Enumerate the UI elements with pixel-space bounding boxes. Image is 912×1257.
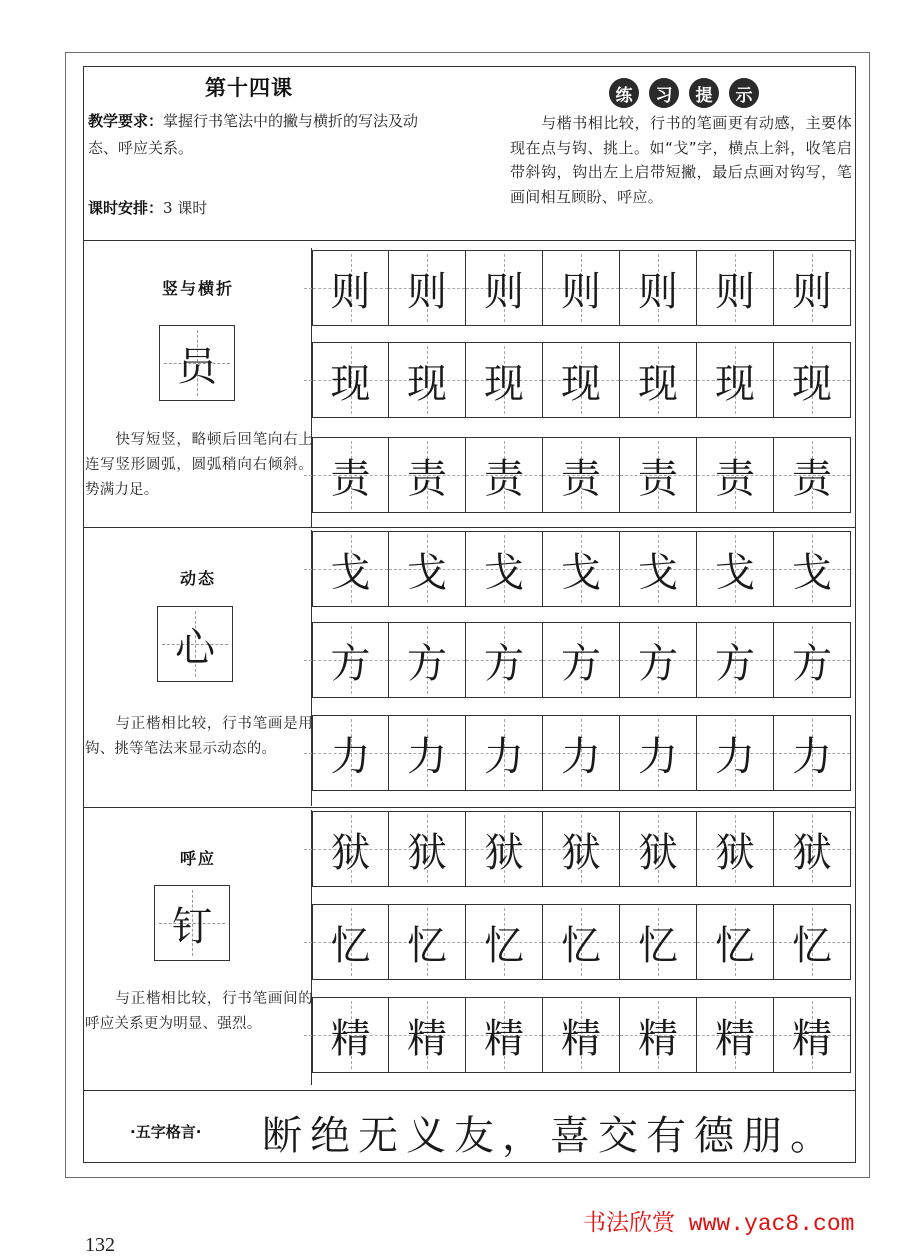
practice-character: 则 <box>715 268 755 315</box>
practice-cell <box>543 715 620 791</box>
practice-grid-row <box>312 531 851 607</box>
practice-cell <box>697 531 774 607</box>
schedule-label: 课时安排： <box>88 199 164 217</box>
practice-character: 力 <box>484 733 524 780</box>
section-description: 与正楷相比较，行书笔画间的呼应关系更为明显、强烈。 <box>85 991 313 1032</box>
divider <box>83 807 856 808</box>
practice-cell <box>697 715 774 791</box>
practice-character: 方 <box>715 640 755 687</box>
practice-character: 责 <box>561 455 601 502</box>
practice-cell <box>312 531 389 607</box>
practice-grid-row <box>312 997 851 1073</box>
practice-character: 现 <box>561 360 601 407</box>
practice-cell <box>697 250 774 326</box>
practice-cell <box>466 250 543 326</box>
practice-grid-row <box>312 904 851 980</box>
practice-character: 忆 <box>638 922 678 969</box>
practice-character: 方 <box>484 640 524 687</box>
practice-cell <box>543 342 620 418</box>
practice-cell <box>774 811 851 887</box>
practice-character: 方 <box>792 640 832 687</box>
practice-character: 戈 <box>561 549 601 596</box>
practice-cell <box>697 904 774 980</box>
practice-cell <box>620 811 697 887</box>
practice-grid-row <box>312 715 851 791</box>
practice-grid-row <box>312 622 851 698</box>
practice-character: 戈 <box>407 549 447 596</box>
practice-character: 戈 <box>484 549 524 596</box>
practice-character: 方 <box>330 640 371 687</box>
example-character: 心 <box>175 624 215 671</box>
practice-cell <box>543 997 620 1073</box>
practice-character: 责 <box>715 455 755 502</box>
practice-cell <box>774 715 851 791</box>
practice-character: 力 <box>792 733 832 780</box>
practice-character: 则 <box>561 268 601 315</box>
divider <box>83 1090 856 1091</box>
practice-character: 狱 <box>792 829 832 876</box>
practice-cell <box>543 811 620 887</box>
practice-cell <box>466 997 543 1073</box>
practice-cell <box>389 342 466 418</box>
practice-character: 方 <box>407 640 447 687</box>
practice-character: 则 <box>330 268 371 315</box>
practice-character: 精 <box>638 1015 678 1062</box>
practice-cell <box>466 342 543 418</box>
class-schedule <box>88 197 207 218</box>
practice-cell <box>543 622 620 698</box>
practice-cell <box>620 437 697 513</box>
divider <box>83 527 856 528</box>
practice-character: 现 <box>407 360 447 407</box>
practice-cell <box>466 904 543 980</box>
practice-cell <box>620 531 697 607</box>
practice-character: 戈 <box>792 549 832 596</box>
practice-tips-heading <box>609 78 759 108</box>
divider <box>83 240 856 241</box>
practice-character: 现 <box>484 360 524 407</box>
section-description: 快写短竖，略顿后回笔向右上连写竖形圆弧，圆弧稍向右倾斜。势满力足。 <box>85 432 313 498</box>
practice-cell <box>774 342 851 418</box>
practice-cell <box>312 811 389 887</box>
practice-cell <box>620 250 697 326</box>
practice-grid-row <box>312 342 851 418</box>
practice-character: 精 <box>484 1015 524 1062</box>
practice-character: 责 <box>792 455 832 502</box>
schedule-text: 3 课时 <box>163 199 208 217</box>
practice-cell <box>466 715 543 791</box>
practice-cell <box>697 342 774 418</box>
practice-character: 则 <box>407 268 447 315</box>
practice-cell <box>543 437 620 513</box>
practice-character: 忆 <box>330 922 371 969</box>
practice-cell <box>312 437 389 513</box>
practice-character: 狱 <box>715 829 755 876</box>
practice-cell <box>620 622 697 698</box>
practice-cell <box>697 437 774 513</box>
practice-cell <box>389 715 466 791</box>
practice-character: 狱 <box>561 829 601 876</box>
practice-character: 戈 <box>330 549 371 596</box>
practice-cell <box>389 250 466 326</box>
lesson-title: 第十四课 <box>205 76 293 100</box>
practice-character: 狱 <box>484 829 524 876</box>
practice-cell <box>774 997 851 1073</box>
example-character: 钉 <box>172 903 212 950</box>
practice-cell <box>620 342 697 418</box>
practice-character: 狱 <box>638 829 678 876</box>
practice-tips-text: 与楷书相比较，行书的笔画更有动感，主要体现在点与钩、挑上。如“戈”字，横点上斜，收笔启带斜钩，钩出左上启带短撇，最后点画对钩写，笔画间相互顾盼、呼应。 <box>510 114 852 206</box>
example-character-box <box>159 325 235 401</box>
practice-character: 忆 <box>407 922 447 969</box>
practice-character: 则 <box>638 268 678 315</box>
practice-cell <box>389 904 466 980</box>
proverb-text: 断绝无义友，喜交有德朋。 <box>262 1113 838 1159</box>
practice-cell <box>620 904 697 980</box>
requirement-text: 掌握行书笔法中的撇与横折的写法及动态、呼应关系。 <box>88 112 419 157</box>
practice-cell <box>312 622 389 698</box>
practice-character: 现 <box>330 360 371 407</box>
page-number: 132 <box>85 1234 115 1256</box>
practice-cell <box>466 437 543 513</box>
practice-cell <box>543 531 620 607</box>
practice-cell <box>774 437 851 513</box>
practice-cell <box>389 622 466 698</box>
practice-cell <box>774 904 851 980</box>
practice-character: 则 <box>484 268 524 315</box>
example-character-box <box>157 606 233 682</box>
practice-character: 现 <box>715 360 755 407</box>
practice-character: 力 <box>407 733 447 780</box>
practice-character: 现 <box>638 360 678 407</box>
practice-cell <box>312 904 389 980</box>
practice-cell <box>389 437 466 513</box>
proverb-label: ·五字格言· <box>130 1123 202 1141</box>
practice-cell <box>466 622 543 698</box>
practice-character: 力 <box>330 733 371 780</box>
practice-cell <box>466 531 543 607</box>
practice-cell <box>312 715 389 791</box>
practice-cell <box>389 997 466 1073</box>
practice-character: 方 <box>638 640 678 687</box>
practice-cell <box>697 997 774 1073</box>
practice-character: 则 <box>792 268 832 315</box>
practice-cell <box>697 811 774 887</box>
practice-character: 戈 <box>715 549 755 596</box>
practice-character: 精 <box>792 1015 832 1062</box>
practice-character: 狱 <box>330 829 371 876</box>
practice-cell <box>312 997 389 1073</box>
tips-badge: 习 <box>649 78 679 108</box>
practice-character: 忆 <box>715 922 755 969</box>
practice-cell <box>312 342 389 418</box>
practice-character: 现 <box>792 360 832 407</box>
practice-character: 忆 <box>561 922 601 969</box>
practice-character: 忆 <box>792 922 832 969</box>
practice-character: 力 <box>561 733 601 780</box>
teaching-requirement <box>88 108 438 162</box>
practice-cell <box>389 531 466 607</box>
practice-character: 责 <box>330 455 371 502</box>
practice-cell <box>466 811 543 887</box>
section-description: 与正楷相比较，行书笔画是用钩、挑等笔法来显示动态的。 <box>85 716 313 757</box>
practice-cell <box>389 811 466 887</box>
tips-badge: 练 <box>609 78 639 108</box>
practice-character: 责 <box>638 455 678 502</box>
practice-character: 力 <box>715 733 755 780</box>
practice-cell <box>620 715 697 791</box>
practice-character: 方 <box>561 640 601 687</box>
practice-cell <box>312 250 389 326</box>
practice-cell <box>774 622 851 698</box>
practice-grid-row <box>312 250 851 326</box>
practice-cell <box>774 250 851 326</box>
practice-character: 狱 <box>407 829 447 876</box>
practice-character: 精 <box>407 1015 447 1062</box>
practice-character: 责 <box>407 455 447 502</box>
practice-grid-row <box>312 437 851 513</box>
tips-badge: 提 <box>689 78 719 108</box>
practice-character: 忆 <box>484 922 524 969</box>
practice-character: 精 <box>330 1015 371 1062</box>
practice-cell <box>774 531 851 607</box>
practice-character: 精 <box>715 1015 755 1062</box>
section-title: 呼应 <box>179 849 216 868</box>
practice-cell <box>543 904 620 980</box>
practice-character: 戈 <box>638 549 678 596</box>
practice-cell <box>697 622 774 698</box>
practice-character: 精 <box>561 1015 601 1062</box>
practice-character: 力 <box>638 733 678 780</box>
practice-grid-row <box>312 811 851 887</box>
practice-cell <box>543 250 620 326</box>
practice-character: 责 <box>484 455 524 502</box>
example-character-box <box>154 885 230 961</box>
watermark-link[interactable]: 书法欣赏 www.yac8.com <box>583 1211 855 1237</box>
requirement-label: 教学要求： <box>88 112 164 130</box>
section-title: 竖与横折 <box>161 279 234 298</box>
practice-cell <box>620 997 697 1073</box>
example-character: 员 <box>177 343 217 390</box>
tips-badge: 示 <box>729 78 759 108</box>
section-title: 动态 <box>179 569 216 588</box>
